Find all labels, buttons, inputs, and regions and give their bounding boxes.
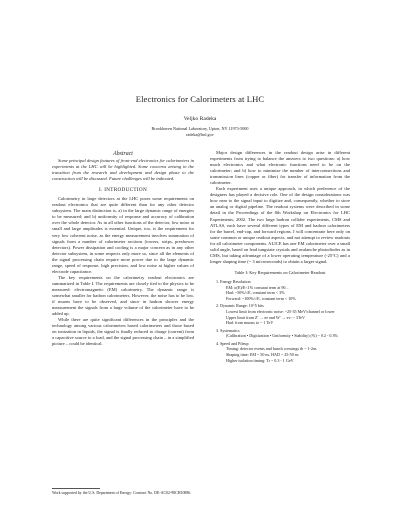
intro-paragraph-3: While there are quite significant differences in the principles and the technology among various calorimeters based calorimeters and those based on ionization in liquids, the signal is finally reduced to charge (current) from a capacitive source to a load, and the signal processing chain – in a simplified picture – could be identical.: [52, 317, 194, 347]
table-item-line: EM: σ(E)/E<1% constant term at 90...: [226, 284, 289, 290]
footnote: Work supported by the U.S. Department of Energy: Contract No. DE-AC02-98CH10886.: [52, 491, 192, 495]
table-item-line: Had: ~50%/√E, constant term < 3%: [226, 290, 285, 296]
paper-title: Electronics for Calorimeters at LHC: [135, 94, 265, 104]
table-item: [216, 303, 350, 325]
table-item-line: (Calibration • Digitization • Uniformity • Stability) (%) ~ 0.2 - 0.3%: [226, 333, 338, 339]
right-paragraph-2: Each experiment uses a unique approach, in which preference of the designers has played a decisive role. One of the design considerations was how near to the signal input to digitize and, consequently, whether to store an analog or digital pipeline. The readout systems were described in some detail in the Proceedings of the 8th Workshop on Electronics for LHC Experiments, 2002. The two large hadron collider experiments, CMS and ATLAS, each have several different types of EM and hadron calorimeters for the barrel, end-cap, and forward regions. I will concentrate here only on some common or unique readout aspects, and not attempt to review readouts for all calorimeter components. ALICE has one EM calorimeter over a small solid angle, based on lead tungstate crystals and avalanche photodiodes as in CMS, but taking advantage of a lower operating temperature (-25°C) and a longer shaping time (~ 3 microseconds) to obtain a larger signal.: [210, 186, 350, 264]
table-item-line: Higher isolation timing: Tr ~ 0.3 - 1 GeV: [226, 357, 294, 363]
right-column: [210, 150, 350, 365]
author-email[interactable]: radeka@bnl.gov: [186, 132, 214, 137]
table-item-line: Upper limit from Z' → ee and W' → ev: ~ 3TeV: [226, 314, 305, 320]
author-affiliation: Brookhaven National Laboratory, Upton, NY 11973-5000: [151, 126, 249, 131]
table-item-label: 4. Speed and Pileup: [216, 340, 249, 346]
table-title: Table I: Key Requirements on Calorimeter Readout: [234, 269, 326, 275]
table-item-label: 2. Dynamic Range: 10^5 bits: [216, 303, 264, 309]
intro-paragraph-2: The key requirements on the calorimetry readout electronics are summarized in Table I. The requirements are closely tied to the physics to be measured: electromagnetic (EM) calorimetry. The dynamic range is somewhat smaller for hadron calorimeters. However, the noise has to be low, if muons have to be observed, and since in hadron shower energy measurement the signals from a large volume of the calorimeter have to be added up.: [52, 274, 194, 317]
table-item-line: Timing: detector events and bunch crossings tb ~ 1-2ns: [226, 346, 317, 352]
table-item-label: 1. Energy Resolution: [216, 278, 251, 284]
footnote-divider: [52, 488, 100, 489]
intro-paragraph-1: Calorimetry in large detectors at the LHC poses some requirements on readout electronics that are quite different than for any other detector subsystem. The main distinction is, a) in the large dynamic range of energies to be measured; and b) uniformity of response and accuracy of calibration over the whole detector. As in all other functions of the detector, low noise at small and large amplitudes is essential. Unique, too, is the requirement for very low coherent noise, as the energy measurement involves summation of signals from a number of calorimeter sections (towers, strips, preshower detectors). Power dissipation and cooling is a major concern as in any other detector subsystem, in some respects only more so, since all the elements of the signal processing chain require more power due to the large dynamic range, speed of response, high precision, and low noise at higher values of electrode capacitance.: [52, 196, 194, 274]
table-item-label: 3. Systematics: [216, 327, 240, 333]
table-item-line: Forward: ~100%/√E, constant term < 10%: [226, 295, 296, 301]
table-item-line: Lowest limit from electronic noise: ~25-35 MeV/channel or lower: [226, 308, 335, 314]
table-item-line: Shaping time: EM ~ 50 ns, HAD ~ 25-50 ns: [226, 352, 299, 358]
author-name: Veljko Radeka: [183, 116, 217, 122]
table-item-line: Had: from muons to ~ 1 TeV: [226, 320, 274, 326]
section-heading-introduction: I. INTRODUCTION: [98, 187, 147, 194]
table-item: [216, 279, 350, 301]
requirements-table: [210, 279, 350, 363]
table-item: [216, 341, 350, 363]
abstract-heading: Abstract: [113, 151, 133, 157]
abstract-text: Some principal design features of front-end electronics for calorimeters in experiments at the LHC will be highlighted. Some concerns arising in the transition from the research and development and design phase to the construction will be discussed. Future challenges will be indicated.: [52, 158, 194, 182]
table-item: [216, 328, 350, 339]
left-column: [52, 150, 194, 347]
right-paragraph-1: Major design differences in the readout design arise in different experiments from trying to balance the answers to two questions: a) how much electronics and what electronic functions need to be on the calorimeter; and b) how to minimize the number of interconnections and transmission lines (copper or fiber) for transfer of information from the calorimeter.: [210, 150, 350, 186]
